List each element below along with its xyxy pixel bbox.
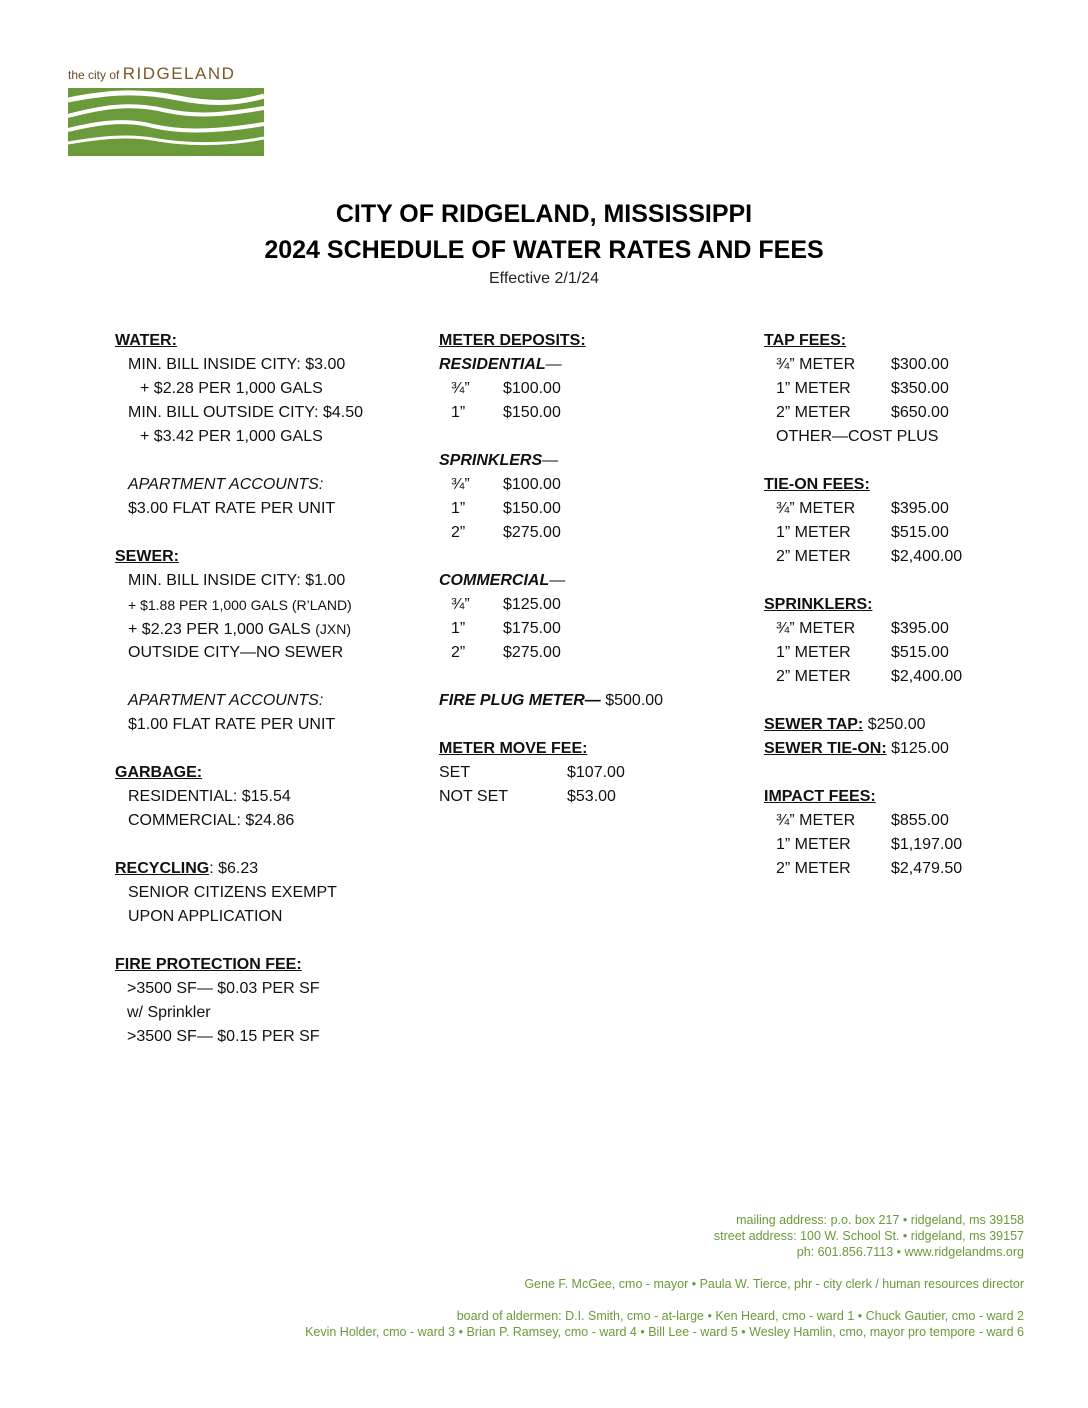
logo-prefix: the city of (68, 68, 120, 82)
title-line-1: CITY OF RIDGELAND, MISSISSIPPI (335, 200, 753, 228)
garbage-residential: RESIDENTIAL: $15.54 (128, 788, 291, 805)
commercial-row: 2” $275.00 (451, 644, 561, 661)
fire-protection-line-3: >3500 SF— $0.15 PER SF (127, 1028, 320, 1045)
logo-name: RIDGELAND (122, 64, 236, 83)
water-apartment-label: APARTMENT ACCOUNTS: (128, 476, 324, 493)
water-rate-outside: + $3.42 PER 1,000 GALS (140, 428, 323, 445)
footer-board-line-1: board of aldermen: D.I. Smith, cmo - at-large • Ken Heard, cmo - ward 1 • Chuck Gautier, cmo - ward 2 (456, 1309, 1024, 1323)
sewer-min-inside: MIN. BILL INSIDE CITY: $1.00 (128, 572, 346, 589)
sewer-tap-row: SEWER TAP: $250.00 (764, 716, 926, 733)
tie-on-row: ¾” METER $395.00 (776, 500, 949, 517)
sewer-rate-rland: + $1.88 PER 1,000 GALS (R’LAND) (128, 597, 352, 613)
meter-deposits-heading: METER DEPOSITS: (439, 332, 586, 349)
recycling-row (115, 857, 415, 881)
impact-fee-row: 2” METER $2,479.50 (776, 860, 963, 877)
water-min-outside: MIN. BILL OUTSIDE CITY: $4.50 (128, 404, 364, 421)
sprinkler-row: 2” METER $2,400.00 (776, 668, 963, 685)
city-logo (68, 64, 264, 156)
sprinklers-heading: SPRINKLERS: (764, 596, 873, 613)
water-rate-inside: + $2.28 PER 1,000 GALS (140, 380, 323, 397)
footer-phone-website: ph: 601.856.7113 • www.ridgelandms.org (796, 1245, 1024, 1259)
column-right (764, 329, 1044, 881)
footer-mailing-address: mailing address: p.o. box 217 • ridgeland, ms 39158 (736, 1213, 1024, 1227)
meter-move-heading: METER MOVE FEE: (439, 740, 588, 757)
sewer-apartment-rate: $1.00 FLAT RATE PER UNIT (128, 716, 336, 733)
sewer-rate-jxn: + $2.23 PER 1,000 GALS (JXN) (128, 621, 352, 638)
title-line-2: 2024 SCHEDULE OF WATER RATES AND FEES (264, 236, 824, 264)
sprinkler-row: ¾” METER $395.00 (776, 620, 949, 637)
logo-hills-icon (68, 88, 264, 156)
residential-row: ¾” $100.00 (451, 380, 561, 397)
commercial-row: 1” $175.00 (451, 620, 561, 637)
column-left (115, 329, 415, 1049)
footer-street-address: street address: 100 W. School St. • ridgeland, ms 39157 (713, 1229, 1024, 1243)
impact-fees-heading: IMPACT FEES: (764, 788, 876, 805)
logo-wordmark (68, 64, 264, 84)
tap-fee-row: 1” METER $350.00 (776, 380, 949, 397)
sewer-apartment-label: APARTMENT ACCOUNTS: (128, 692, 324, 709)
impact-fee-row: ¾” METER $855.00 (776, 812, 949, 829)
tap-fee-row: ¾” METER $300.00 (776, 356, 949, 373)
commercial-row: ¾” $125.00 (451, 596, 561, 613)
document-header (0, 196, 1088, 290)
sewer-tie-on-row: SEWER TIE-ON: $125.00 (764, 740, 949, 757)
tap-fees-heading: TAP FEES: (764, 332, 847, 349)
recycling-value: : $6.23 (209, 860, 259, 877)
sprinkler-deposit-row: 1” $150.00 (451, 500, 561, 517)
fire-plug-row: FIRE PLUG METER— $500.00 (439, 692, 664, 709)
residential-label: RESIDENTIAL— (439, 356, 562, 373)
sprinkler-deposit-row: 2” $275.00 (451, 524, 561, 541)
footer-board-line-2: Kevin Holder, cmo - ward 3 • Brian P. Ramsey, cmo - ward 4 • Bill Lee - ward 5 • Wesley Hamlin, cmo, mayor pro tempore - ward 6 (305, 1325, 1024, 1339)
footer-officials: Gene F. McGee, cmo - mayor • Paula W. Tierce, phr - city clerk / human resources director (524, 1277, 1024, 1291)
water-apartment-rate: $3.00 FLAT RATE PER UNIT (128, 500, 336, 517)
effective-date: Effective 2/1/24 (489, 270, 599, 287)
garbage-heading: GARBAGE: (115, 764, 203, 781)
sprinkler-deposit-row: ¾” $100.00 (451, 476, 561, 493)
meter-move-row: NOT SET $53.00 (439, 788, 616, 805)
footer (305, 1212, 1024, 1340)
recycling-note-2: UPON APPLICATION (128, 908, 283, 925)
meter-move-row: SET $107.00 (439, 764, 625, 781)
fire-protection-heading: FIRE PROTECTION FEE: (115, 956, 302, 973)
tie-on-fees-heading: TIE-ON FEES: (764, 476, 870, 493)
sewer-outside: OUTSIDE CITY—NO SEWER (128, 644, 344, 661)
residential-row: 1” $150.00 (451, 404, 561, 421)
water-min-inside: MIN. BILL INSIDE CITY: $3.00 (128, 356, 346, 373)
column-middle (439, 329, 739, 809)
sprinklers-deposit-label: SPRINKLERS— (439, 452, 559, 469)
fire-protection-line-1: >3500 SF— $0.03 PER SF (127, 980, 320, 997)
sewer-heading: SEWER: (115, 548, 179, 565)
recycling-heading: RECYCLING (115, 860, 210, 877)
commercial-label: COMMERCIAL— (439, 572, 566, 589)
tap-fee-row: 2” METER $650.00 (776, 404, 949, 421)
impact-fee-row: 1” METER $1,197.00 (776, 836, 963, 853)
sprinkler-row: 1” METER $515.00 (776, 644, 949, 661)
tap-fee-other: OTHER—COST PLUS (776, 428, 939, 445)
tie-on-row: 1” METER $515.00 (776, 524, 949, 541)
water-heading: WATER: (115, 332, 177, 349)
garbage-commercial: COMMERCIAL: $24.86 (128, 812, 295, 829)
tie-on-row: 2” METER $2,400.00 (776, 548, 963, 565)
recycling-note-1: SENIOR CITIZENS EXEMPT (128, 884, 337, 901)
fire-protection-line-2: w/ Sprinkler (127, 1004, 211, 1021)
